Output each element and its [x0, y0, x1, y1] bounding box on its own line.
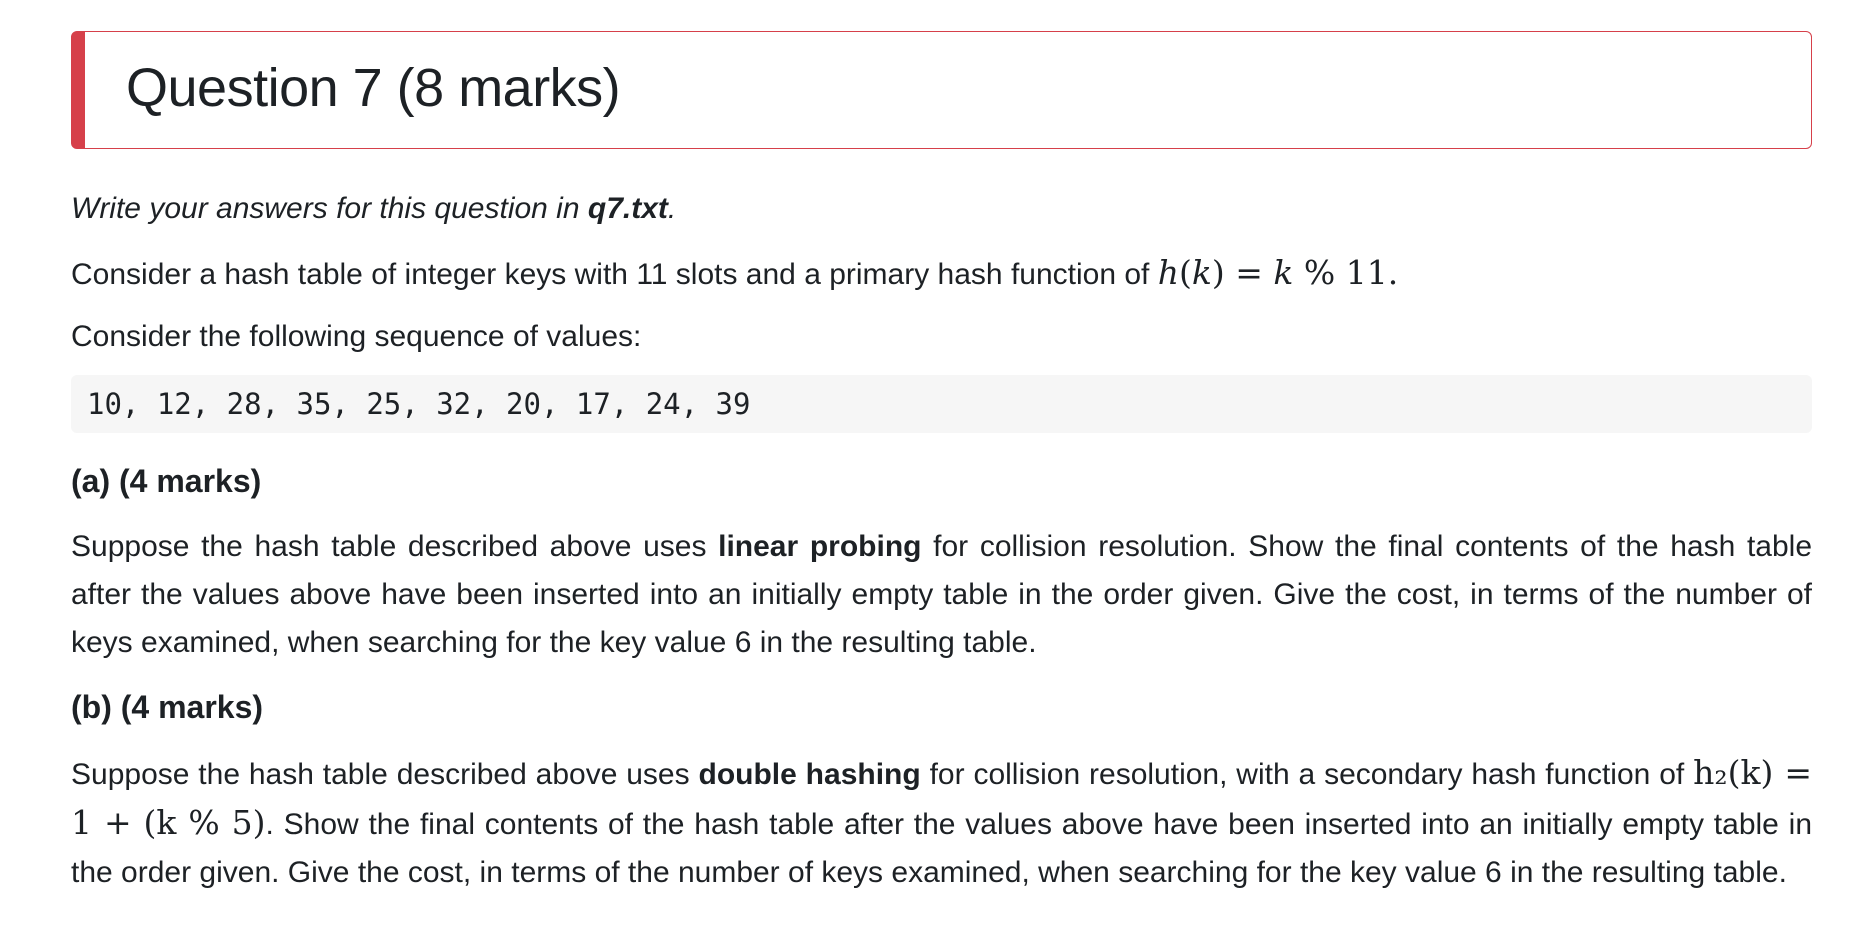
part-a-heading: (a) (4 marks) — [71, 463, 262, 499]
part-b-text-2: for collision resolution, with a secondary hash function of — [920, 758, 1694, 791]
primary-hash-formula: h(k) = k % 11. — [1157, 253, 1399, 292]
part-a-bold: linear probing — [718, 530, 922, 563]
part-a-text-1: Suppose the hash table described above uses — [71, 530, 719, 563]
instructions-suffix: . — [667, 192, 677, 225]
part-a-text-2: for collision resolution. Show the final contents of the hash table after the values above have been inserted into an initially empty table in the order given. Give the cost, in terms of the number of keys examined, when searching for the key value 6 in the resulting table. — [71, 530, 1813, 659]
intro-text: Consider a hash table of integer keys with 11 slots and a primary hash function of — [71, 258, 1158, 291]
part-b-bold: double hashing — [698, 758, 921, 791]
part-b-text-3: . Show the final contents of the hash table after the values above have been inserted into an initially empty table in the order given. Give the cost, in terms of the number of keys examined, when searching for the key value 6 in the resulting table. — [71, 808, 1812, 889]
sequence-label: Consider the following sequence of values: — [71, 320, 642, 353]
part-b-heading: (b) (4 marks) — [71, 689, 264, 725]
sequence-code-block — [71, 375, 1812, 433]
part-b-paragraph — [71, 749, 1812, 897]
intro-paragraph — [71, 249, 1812, 299]
question-header-box — [71, 31, 1812, 149]
part-a-paragraph — [71, 523, 1812, 667]
question-page — [71, 31, 1813, 889]
answer-filename: q7.txt — [587, 192, 668, 225]
part-b-text-1: Suppose the hash table described above uses — [71, 758, 699, 791]
instructions-prefix: Write your answers for this question in — [71, 192, 588, 225]
sequence-values: 10, 12, 28, 35, 25, 32, 20, 17, 24, 39 — [87, 387, 751, 421]
question-title: Question 7 (8 marks) — [126, 58, 621, 118]
secondary-hash-formula: h₂(k) = 1 + (k % 5) — [71, 753, 1812, 842]
instructions-paragraph — [71, 185, 1812, 233]
